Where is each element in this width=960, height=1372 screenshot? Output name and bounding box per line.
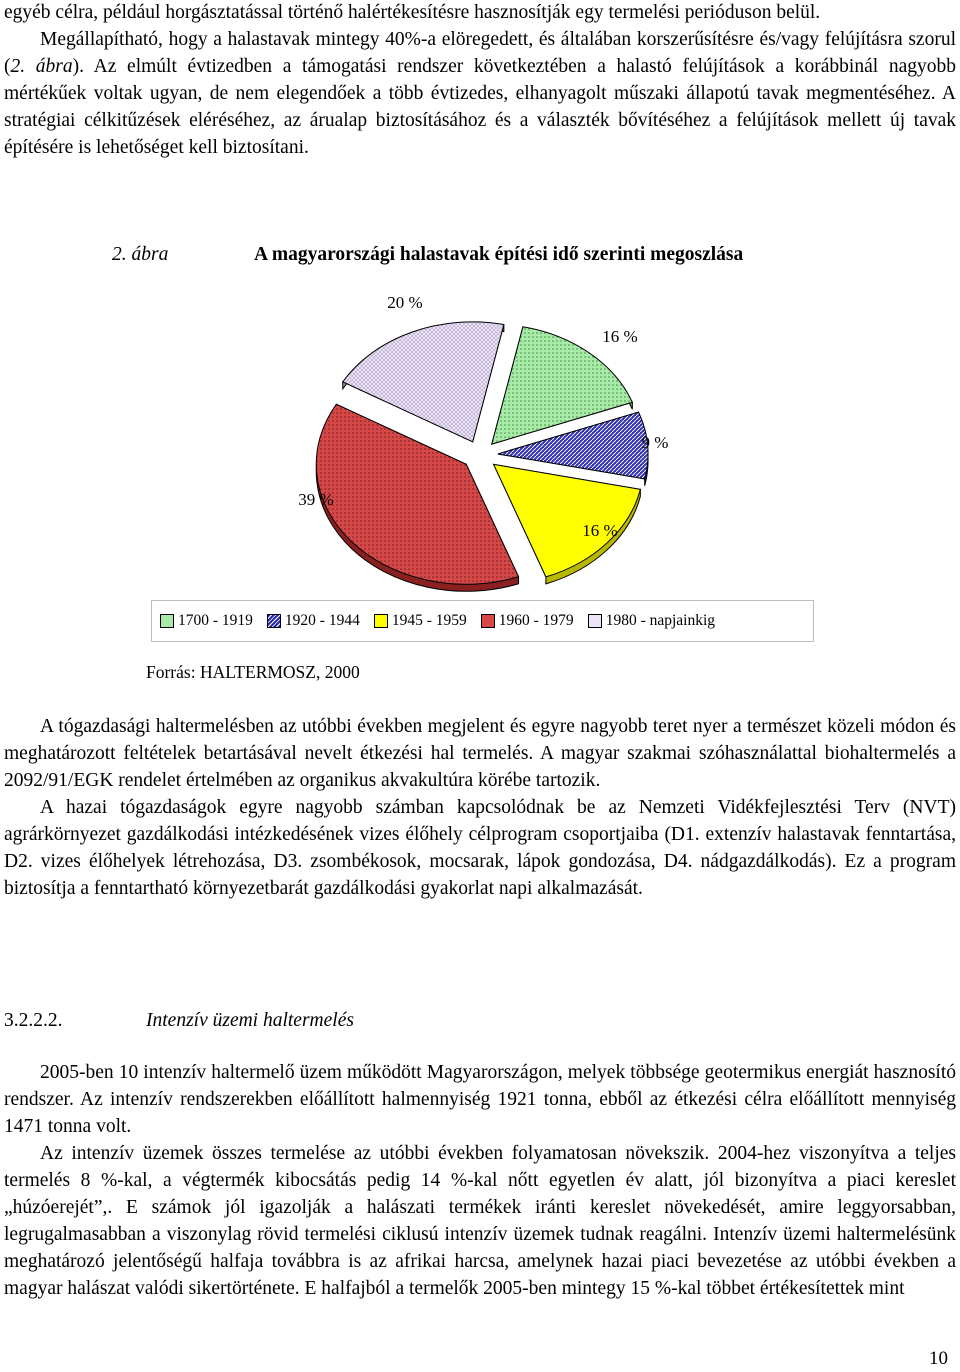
paragraph-intenziv-2005: 2005-ben 10 intenzív haltermelő üzem működött Magyarországon, melyek többsége geotermikus energiát hasznosító rendszer. Az intenzív rendszerekben előállított halmennyiség 1921 tonna, ebből az étkezési célra előállított mennyiség 1471 tonna volt. [4, 1062, 956, 1137]
legend-label: 1920 - 1944 [284, 612, 360, 629]
legend-item-1945-1959 [374, 612, 467, 630]
legend-swatch [160, 614, 174, 628]
pie-data-label: 39 % [298, 490, 334, 509]
figure-number: 2. ábra [112, 244, 169, 265]
pie-data-label: 20 % [387, 293, 423, 312]
section-paragraphs [4, 1059, 956, 1302]
legend-swatch [267, 614, 281, 628]
legend-item-1700-1919 [160, 612, 253, 630]
legend-item-1920-1944 [267, 612, 360, 630]
body-paragraphs [4, 713, 956, 902]
continuation-text: egyéb célra, például horgásztatással történő halértékesítésre hasznosítják egy termelési perióduson belül. [4, 2, 821, 23]
paragraph-text-start: Megállapítható, hogy a halastavak mintegy 40%-a elöregedett, és általában korszerűsítésre és/vagy felújításra szorul ( [4, 29, 956, 77]
chart-legend [151, 600, 814, 642]
figure-caption [4, 244, 956, 272]
page-number: 10 [929, 1348, 948, 1369]
legend-swatch [374, 614, 388, 628]
figure-title: A magyarországi halastavak építési idő szerinti megoszlása [254, 244, 744, 265]
legend-label: 1960 - 1979 [498, 612, 574, 629]
legend-label: 1700 - 1919 [178, 612, 253, 629]
section-number: 3.2.2.2. [4, 1010, 63, 1031]
paragraph-text-end: ). Az elmúlt évtizedben a támogatási rendszer következtében a halastó felújítások a korábbinál nagyobb mértékűek voltak ugyan, de nem elegendőek a több évtizedes, elhanyagolt műszaki állapotú tavak megmentéséhez. A stratégiai célkitűzések eléréséhez, az árualap biztosításához és a választék bővítéséhez a felújítások mellett új tavak építésére is lehetőséget kell biztosítani. [4, 56, 957, 158]
paragraph-nvt: A hazai tógazdaságok egyre nagyobb számban kapcsolódnak be az Nemzeti Vidékfejlesztési Terv (NVT) agrárkörnyezet gazdálkodási intézkedésének vizes élőhely célprogram csoportjaiba (D1. extenzív halastavak fenntartása, D2. vizes élőhelyek létrehozása, D3. zsombékosok, mocsarak, lápok gondozása, D4. nádgazdálkodás). Ez a program biztosítja a fenntartható környezetbarát gazdálkodási gyakorlat napi alkalmazását. [4, 797, 956, 899]
paragraph-intenziv-termeles: Az intenzív üzemek összes termelése az utóbbi években folyamatosan növekszik. 2004-hez viszonyítva a teljes termelés 8 %-kal, a végtermék kibocsátás pedig 14 %-kal nőtt egyetlen év alatt, jól bizonyítva a piaci kereslet „húzóerejét”,. E számok jól igazolják a halászati termékek iránti kereslet növekedését, amire leggyorsabban, legrugalmasabban a viszonylag rövid termelési ciklusú intenzív üzemek tudnak reagálni. Intenzív üzemi haltermelésünk meghatározó jelentőségű halfaja továbbra is az afrikai harcsa, amelynek hazai piaci bevezetése az utóbbi években a magyar halászat valódi sikertörténete. E halfajból a termelők 2005-ben mintegy 15 %-kal többet értékesítettek mint [4, 1143, 956, 1299]
legend-label: 1945 - 1959 [391, 612, 467, 629]
pie-data-label: 16 % [582, 521, 618, 540]
figure-reference: 2. ábra [10, 56, 73, 77]
pie-slice-1945-1959 [494, 464, 641, 576]
legend-swatch [588, 614, 602, 628]
paragraph-biohaltermeles: A tógazdasági haltermelésben az utóbbi években megjelent és egyre nagyobb teret nyer a természet közeli módon és meghatározott feltételek betartásával nevelt étkezési hal termelés. A magyar szakmai szóhasználattal biohaltermelés a 2092/91/EGK rendelet értelmében az organikus akvakultúra körébe tartozik. [4, 716, 956, 791]
pie-data-label: 16 % [602, 327, 638, 346]
halastavak-paragraph [4, 26, 956, 161]
legend-label: 1980 - napjainkig [605, 612, 716, 629]
intro-paragraph [4, 0, 956, 161]
legend-swatch [481, 614, 495, 628]
figure-source: Forrás: HALTERMOSZ, 2000 [146, 662, 360, 682]
section-title: Intenzív üzemi haltermelés [146, 1010, 354, 1031]
pie-slice-1960-1979 [316, 404, 518, 584]
legend-item-1980-napjainkig [588, 612, 715, 630]
pie-chart-svg [0, 280, 960, 600]
pie-data-label: 9 % [641, 433, 669, 452]
legend-item-1960-1979 [481, 612, 574, 630]
